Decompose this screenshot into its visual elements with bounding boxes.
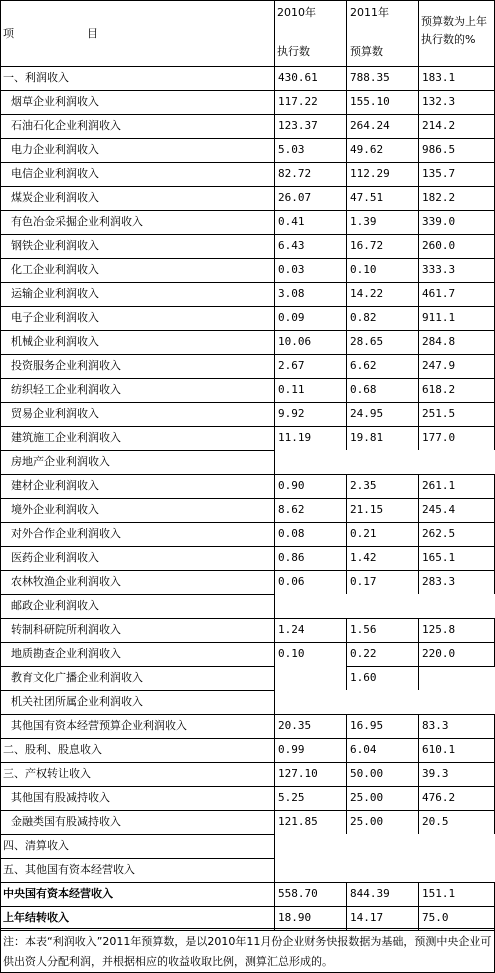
row-label: 三、产权转让收入 — [0, 762, 275, 787]
row-label: 邮政企业利润收入 — [0, 594, 275, 619]
row-label: 房地产企业利润收入 — [0, 450, 275, 475]
row-label: 石油石化企业利润收入 — [0, 114, 275, 139]
row-empty-merged — [274, 858, 495, 883]
row-label: 贸易企业利润收入 — [0, 402, 275, 427]
row-value-2010: 0.99 — [274, 738, 347, 763]
row-empty-merged — [274, 690, 495, 715]
header-2011-year: 2011年 — [350, 6, 389, 19]
row-value-2010: 3.08 — [274, 282, 347, 307]
row-value-2010: 117.22 — [274, 90, 347, 115]
row-value-ratio: 75.0 — [418, 906, 495, 931]
row-value-ratio: 283.3 — [418, 570, 495, 595]
row-label: 烟草企业利润收入 — [0, 90, 275, 115]
row-label: 五、其他国有资本经营收入 — [0, 858, 275, 883]
row-value-2011: 1.39 — [346, 210, 419, 235]
row-label: 电子企业利润收入 — [0, 306, 275, 331]
row-label: 对外合作企业利润收入 — [0, 522, 275, 547]
row-value-2011: 25.00 — [346, 810, 419, 835]
row-value-2011: 16.95 — [346, 714, 419, 739]
row-value-2010: 11.19 — [274, 426, 347, 451]
row-value-ratio: 262.5 — [418, 522, 495, 547]
row-value-2010: 10.06 — [274, 330, 347, 355]
row-value-2010: 0.90 — [274, 474, 347, 499]
row-label: 境外企业利润收入 — [0, 498, 275, 523]
row-value-2011: 21.15 — [346, 498, 419, 523]
row-value-2010: 430.61 — [274, 66, 347, 91]
row-empty-a — [274, 666, 347, 691]
row-label: 农林牧渔企业利润收入 — [0, 570, 275, 595]
row-label: 转制科研院所利润收入 — [0, 618, 275, 643]
row-value-2010: 0.08 — [274, 522, 347, 547]
row-value-ratio: 20.5 — [418, 810, 495, 835]
row-value-2011: 0.10 — [346, 258, 419, 283]
row-value-2010: 9.92 — [274, 402, 347, 427]
row-value-2011: 19.81 — [346, 426, 419, 451]
row-value-2010: 1.24 — [274, 618, 347, 643]
row-value-ratio: 132.3 — [418, 90, 495, 115]
row-value-ratio: 165.1 — [418, 546, 495, 571]
row-value-2010: 26.07 — [274, 186, 347, 211]
row-value-2010: 0.86 — [274, 546, 347, 571]
header-2011-sub: 预算数 — [350, 45, 383, 58]
row-value-2011: 49.62 — [346, 138, 419, 163]
row-label: 运输企业利润收入 — [0, 282, 275, 307]
row-value-ratio: 986.5 — [418, 138, 495, 163]
row-label: 机关社团所属企业利润收入 — [0, 690, 275, 715]
row-value-ratio: 177.0 — [418, 426, 495, 451]
row-value-2011: 14.22 — [346, 282, 419, 307]
row-value-2010: 20.35 — [274, 714, 347, 739]
header-ratio-1: 预算数为上年 — [421, 15, 487, 28]
row-value-ratio: 261.1 — [418, 474, 495, 499]
row-value-ratio: 83.3 — [418, 714, 495, 739]
row-value-2010: 558.70 — [274, 882, 347, 907]
row-value-ratio: 333.3 — [418, 258, 495, 283]
row-value-ratio: 125.8 — [418, 618, 495, 643]
header-item-label-2: 目 — [87, 27, 98, 40]
row-label: 电力企业利润收入 — [0, 138, 275, 163]
table-note: 注：本表“利润收入”2011年预算数，是以2010年11月份企业财务快报数据为基础，预测中央企业可供出资人分配利润，并根据相应的收益收取比例，测算汇总形成的。 — [0, 928, 495, 973]
row-value-2011: 0.68 — [346, 378, 419, 403]
row-value-2010: 121.85 — [274, 810, 347, 835]
row-label: 煤炭企业利润收入 — [0, 186, 275, 211]
row-value-2011: 264.24 — [346, 114, 419, 139]
header-2011-cell — [346, 0, 419, 67]
row-label: 化工企业利润收入 — [0, 258, 275, 283]
row-label: 电信企业利润收入 — [0, 162, 275, 187]
row-label: 其他国有资本经营预算企业利润收入 — [0, 714, 275, 739]
row-value-2011: 25.00 — [346, 786, 419, 811]
row-value-2010: 0.10 — [274, 642, 347, 667]
row-value-ratio: 183.1 — [418, 66, 495, 91]
row-value-2011: 24.95 — [346, 402, 419, 427]
row-value-ratio: 260.0 — [418, 234, 495, 259]
row-label: 纺织轻工企业利润收入 — [0, 378, 275, 403]
row-value-2011: 1.60 — [346, 666, 419, 691]
row-value-2011: 16.72 — [346, 234, 419, 259]
header-item-label: 项 — [3, 27, 14, 40]
row-value-ratio: 911.1 — [418, 306, 495, 331]
row-value-2011: 14.17 — [346, 906, 419, 931]
row-label: 教育文化广播企业利润收入 — [0, 666, 275, 691]
row-label: 其他国有股减持收入 — [0, 786, 275, 811]
row-label: 钢铁企业利润收入 — [0, 234, 275, 259]
row-empty-merged — [274, 450, 495, 475]
row-value-2011: 155.10 — [346, 90, 419, 115]
row-value-ratio: 610.1 — [418, 738, 495, 763]
row-value-2010: 0.06 — [274, 570, 347, 595]
row-value-2011: 0.22 — [346, 642, 419, 667]
row-value-2011: 844.39 — [346, 882, 419, 907]
row-value-2011: 0.21 — [346, 522, 419, 547]
row-label: 有色冶金采掘企业利润收入 — [0, 210, 275, 235]
row-label: 地质勘查企业利润收入 — [0, 642, 275, 667]
header-ratio-2: 执行数的% — [421, 33, 476, 46]
row-label: 上年结转收入 — [0, 906, 275, 931]
row-label: 中央国有资本经营收入 — [0, 882, 275, 907]
row-value-2011: 6.62 — [346, 354, 419, 379]
row-empty-merged — [274, 594, 495, 619]
row-label: 二、股利、股息收入 — [0, 738, 275, 763]
row-label: 四、清算收入 — [0, 834, 275, 859]
row-label: 一、利润收入 — [0, 66, 275, 91]
row-value-2010: 5.25 — [274, 786, 347, 811]
row-value-2011: 28.65 — [346, 330, 419, 355]
row-label: 建筑施工企业利润收入 — [0, 426, 275, 451]
row-value-2010: 0.41 — [274, 210, 347, 235]
header-2010-year: 2010年 — [277, 6, 316, 19]
header-item-cell — [0, 0, 275, 67]
row-value-2011: 47.51 — [346, 186, 419, 211]
row-value-ratio: 461.7 — [418, 282, 495, 307]
row-value-ratio: 251.5 — [418, 402, 495, 427]
row-value-ratio: 39.3 — [418, 762, 495, 787]
row-value-2010: 0.03 — [274, 258, 347, 283]
row-value-2010: 6.43 — [274, 234, 347, 259]
row-value-2011: 2.35 — [346, 474, 419, 499]
row-value-2010: 8.62 — [274, 498, 347, 523]
row-value-2011: 1.56 — [346, 618, 419, 643]
row-value-2010: 127.10 — [274, 762, 347, 787]
row-label: 医药企业利润收入 — [0, 546, 275, 571]
row-label: 机械企业利润收入 — [0, 330, 275, 355]
header-2010-cell — [274, 0, 347, 67]
row-value-2011: 0.82 — [346, 306, 419, 331]
header-2010-sub: 执行数 — [277, 45, 310, 58]
row-value-ratio: 339.0 — [418, 210, 495, 235]
row-label: 金融类国有股减持收入 — [0, 810, 275, 835]
row-value-2010: 0.09 — [274, 306, 347, 331]
row-value-ratio: 182.2 — [418, 186, 495, 211]
row-label: 投资服务企业利润收入 — [0, 354, 275, 379]
row-value-2010: 5.03 — [274, 138, 347, 163]
row-empty-merged — [274, 834, 495, 859]
row-value-ratio: 618.2 — [418, 378, 495, 403]
row-value-2011: 112.29 — [346, 162, 419, 187]
row-value-2011: 50.00 — [346, 762, 419, 787]
row-value-2010: 0.11 — [274, 378, 347, 403]
row-value-2010: 123.37 — [274, 114, 347, 139]
row-value-2011: 6.04 — [346, 738, 419, 763]
row-value-2011: 788.35 — [346, 66, 419, 91]
row-value-2011: 0.17 — [346, 570, 419, 595]
row-value-ratio: 247.9 — [418, 354, 495, 379]
row-value-ratio: 214.2 — [418, 114, 495, 139]
row-value-ratio: 220.0 — [418, 642, 495, 667]
header-ratio-cell — [418, 0, 495, 67]
row-value-2010: 2.67 — [274, 354, 347, 379]
row-value-2010: 82.72 — [274, 162, 347, 187]
row-value-ratio: 476.2 — [418, 786, 495, 811]
row-value-ratio: 284.8 — [418, 330, 495, 355]
row-value-ratio: 151.1 — [418, 882, 495, 907]
row-value-ratio: 245.4 — [418, 498, 495, 523]
row-value-2010: 18.90 — [274, 906, 347, 931]
row-value-2011: 1.42 — [346, 546, 419, 571]
row-label: 建材企业利润收入 — [0, 474, 275, 499]
row-value-ratio: 135.7 — [418, 162, 495, 187]
